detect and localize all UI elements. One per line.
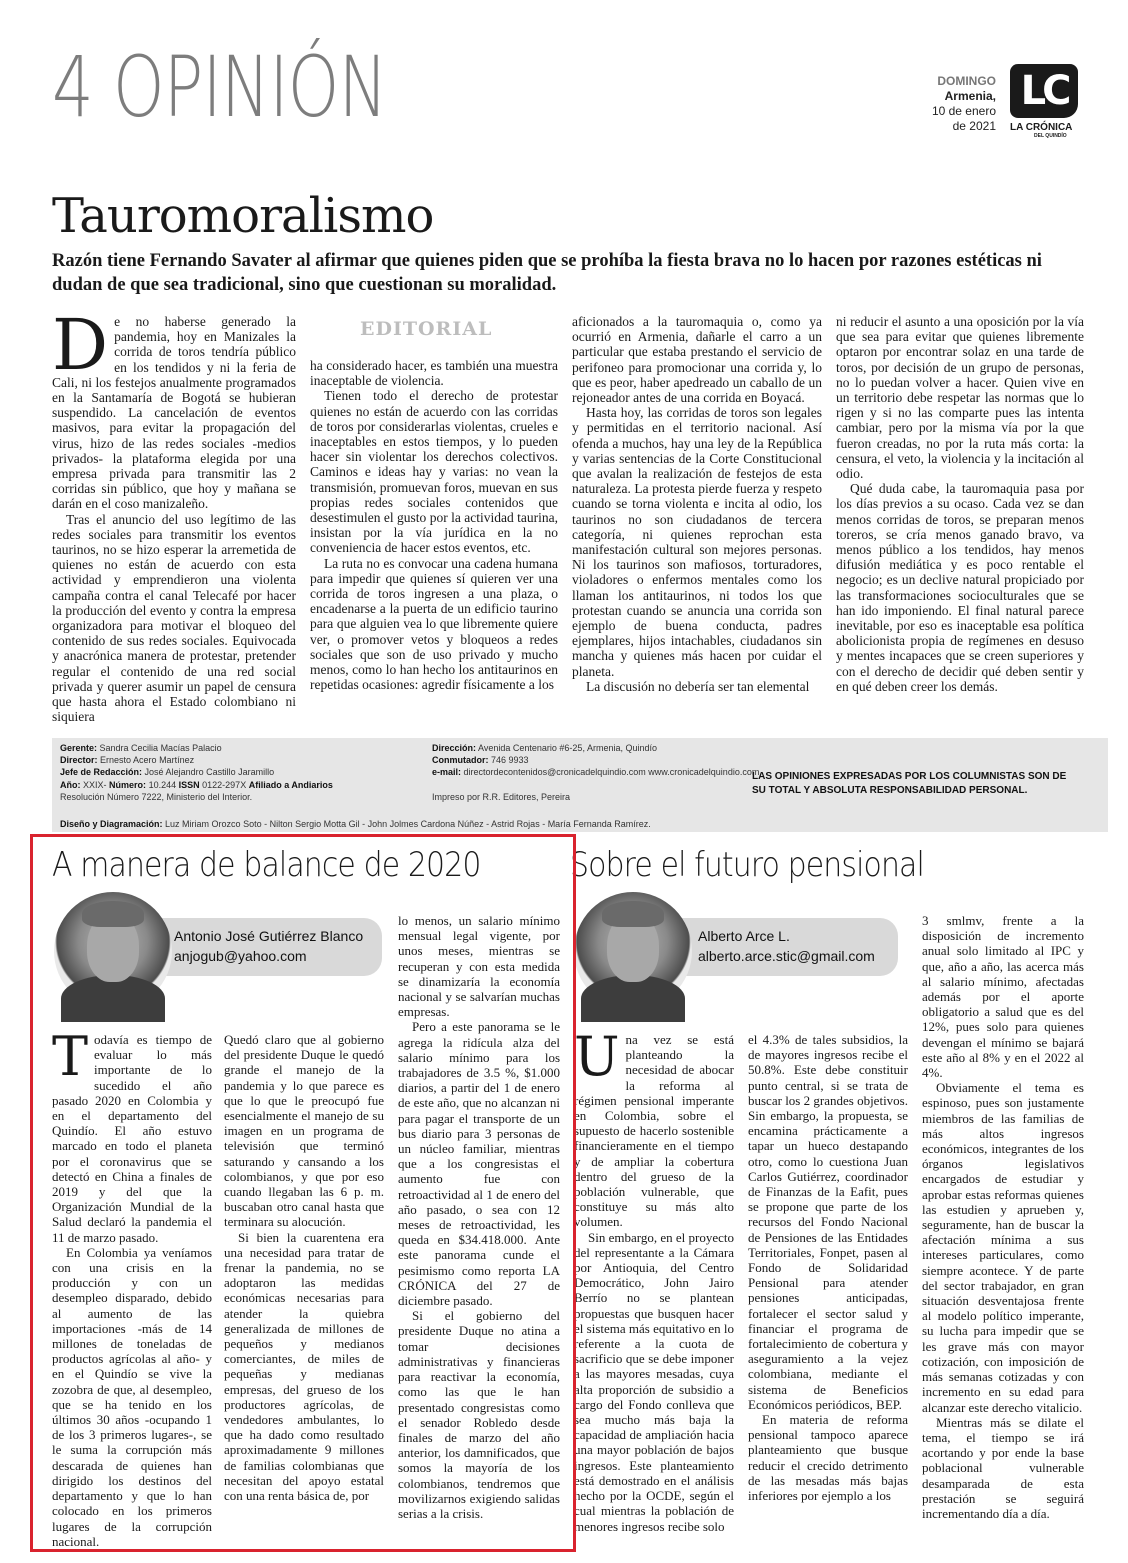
logo-mark: LC	[1010, 64, 1078, 118]
dateline-date: 10 de enero	[931, 104, 996, 118]
logo-subtitle: DEL QUINDÍO	[1034, 133, 1067, 139]
value-issn: 0122-297X	[202, 779, 247, 790]
value-gerente: Sandra Cecilia Macías Palacio	[99, 743, 222, 753]
editorial-column-2	[310, 358, 558, 732]
label-diseno: Diseño y Diagramación:	[60, 819, 163, 829]
paragraph: odavía es tiempo de evaluar lo más importante de lo sucedido el año pasado 2020 en Colombia y en el departamento del Quindío. El año estuvo marcado en todo el planeta por el coronavirus que se detectó en China a finales de 2019 y del que la Organización Mundial de la Salud declaró la pandemia el 11 de marzo pasado.	[52, 1032, 212, 1245]
column-left-dropcap: T	[52, 1025, 89, 1088]
column-right-author-photo	[574, 892, 692, 1010]
paragraph: Hasta hoy, las corridas de toros son legales y permitidas en el territorio nacional. Así ofenda a muchos, hay una ley de la República y varias sentencias de la Corte Constitucional que avalan la realización de festejos de esta naturaleza. La protesta pierde fuerza y respeto cuando se torna violenta e incita al odio, los taurinos no son ciudadanos de tercera categoría, ni quienes reprochan esta manifestación cultural son mejores personas. Ni los taurinos son mafiosos, torturadores, violadores o enfermos mentales como los llaman los antitaurinos, ni todos los que protestan cuando se anuncia una corrida son ejemplo de buena conducta, padres ejemplares, hijos intachables, ciudadanos sin mancha y quienes más hacen por cuidar el planeta.	[572, 405, 822, 679]
editorial-lead: Razón tiene Fernando Savater al afirmar que quienes piden que se prohíba la fiesta brava no lo hacen por razones estéticas ni dudan de que sea tradicional, sino que cuestionan su moralidad.	[52, 251, 1042, 295]
value-numero: 10.244	[148, 779, 177, 790]
dateline-day: DOMINGO	[937, 74, 996, 88]
label-gerente: Gerente:	[60, 743, 98, 753]
column-left-author: Antonio José Gutiérrez Blanco	[174, 928, 364, 944]
editorial-dropcap: D	[52, 304, 109, 386]
paragraph: Pero a este panorama se le agrega la ridícula alza del salario mínimo para los trabajadores de 3.5 %, $1.000 diarios, a partir del 1 de enero de este año, que no alcanzan ni para pagar el transporte de un bus diario para 3 personas de un núcleo familiar, mientras que a los congresistas el aumento fue con retroactividad al 1 de enero del año pasado, o sea con 12 meses de retroactividad, les queda en $34.418.000. Ante este panorama cunde el pesimismo como reporta LA CRÓNICA del 27 de diciembre pasado.	[398, 1019, 560, 1309]
label-director: Director:	[60, 755, 98, 766]
paragraph: e no haberse generado la pandemia, hoy en Manizales la corrida de toros tendría público en los tendidos y ni la feria de Cali, ni los festejos anualmente programados en la Santamaría de Bogotá se hubieran suspendido. La cancelación de eventos masivos, para evitar la propagación del virus, hizo de las redes sociales -medios privados- la plataforma elegida por una empresa privada para transmitir las 2 corridas sin público, que hoy y mañana se darán en el coso manizaleño.	[52, 314, 296, 512]
value-email[interactable]: directordecontenidos@cronicadelquindio.com www.cronicadelquindio.com	[463, 767, 760, 778]
label-email: e-mail:	[432, 767, 462, 778]
label-jefe: Jefe de Redacción:	[60, 767, 143, 778]
paragraph: Qué duda cabe, la tauromaquia pasa por los días previos a su ocaso. Cada vez se dan menos corridas de toros, se preparan menos toreros, se cría menos ganado bravo, va menos público a los tendidos, hay menos difusión mediática y es poco rentable el negocio; es un declive natural propiciado por las transformaciones socioculturales que se han ido imponiendo. El final natural parece inevitable, por eso es inaceptable esa política abolicionista propia de regímenes en desuso y mentes incapaces que se creen superiores y con el derecho de decidir qué deben sentir y en qué deben creer los demás.	[836, 481, 1084, 694]
value-director: Ernesto Acero Martínez	[100, 755, 195, 766]
paragraph: Si el gobierno del presidente Duque no atina a tomar decisiones administrativas y financieras para reactivar la economía, como las que le han presentado congresistas como el senador Robledo desde finales de marzo del año anterior, los damnificados, que somos la mayoría de los colombianos, tendremos que movilizarnos exigiendo salidas serias a la crisis.	[398, 1308, 560, 1521]
editorial-title: Tauromoralismo	[52, 188, 434, 244]
column-right-author: Alberto Arce L.	[698, 928, 790, 944]
paragraph: ni reducir el asunto a una oposición por la vía que sea para evitar que quienes libremente optaron por encontrar solaz en una tarde de toros, por decisión de un grupo de personas, no lo puedan volver a hacer. Quien vive en un territorio debe respetar las normas que lo rigen y si no las comparte pues las intenta cambiar, pero por la misma vía por la que fueron creadas, no por la ruta más corta: la censura, el veto, la violencia y la incitación al odio.	[836, 314, 1084, 482]
paragraph: La discusión no debería ser tan elemental	[586, 678, 810, 694]
paragraph: Mientras más se dilate el tema, el tiempo se irá acortando y por ende la base poblacional vulnerable desamparada de esta prestación se seguirá incrementando día a día.	[922, 1414, 1084, 1521]
masthead-credits	[52, 738, 1108, 832]
column-left-title: A manera de balance de 2020	[52, 845, 481, 885]
dateline	[900, 74, 996, 134]
label-numero: Número:	[109, 779, 147, 790]
value-impreso: Impreso por R.R. Editores, Pereira	[432, 791, 571, 802]
value-jefe: José Alejandro Castillo Jaramillo	[144, 767, 275, 778]
credits-staff	[60, 742, 420, 803]
paragraph: ha considerado hacer, es también una muestra inaceptable de violencia.	[310, 358, 558, 389]
value-resolucion: Resolución Número 7222, Ministerio del Interior.	[60, 791, 253, 802]
newspaper-logo	[1010, 64, 1088, 139]
columnists-disclaimer: LAS OPINIONES EXPRESADAS POR LOS COLUMNISTAS SON DE SU TOTAL Y ABSOLUTA RESPONSABILIDAD PERSONAL.	[752, 771, 1067, 796]
value-direccion: Avenida Centenario #6-25, Armenia, Quindío	[478, 743, 657, 753]
column-right-col-1	[574, 1025, 734, 1552]
column-right-col-2	[748, 1032, 908, 1552]
paragraph: el 4.3% de tales subsidios, la de mayores ingresos recibe el 50.8%. Este debe constituir punto central, si se trata de buscar los 2 grandes objetivos. Sin embargo, la propuesta, se encamina prácticamente a tapar un hueco destapando otro, como lo cuestiona Juan Carlos Gutiérrez, coordinador de Finanzas de la Eafit, pues se propone que parte de los recursos del Fondo Nacional de Pensiones de las Entidades Territoriales, Fonpet, pasen al Fondo de Solidaridad Pensional para atender pensiones anticipadas, fortalecer el sector salud y financiar el programa de fortalecimiento de cobertura y aseguramiento a la vejez colombiana, mediante el sistema de Beneficios Económicos periódicos, BEP.	[748, 1032, 908, 1412]
highlight-frame	[30, 834, 576, 1552]
paragraph: na vez se está planteando la necesidad de abocar la reforma al régimen pensional imperante en Colombia, sobre el supuesto de hacerlo sostenible financieramente en el tiempo y de ampliar la cobertura dentro del grueso de la población vulnerable, que constituye su más alto volumen.	[574, 1032, 734, 1230]
editorial-column-3	[572, 314, 822, 732]
paragraph: Tienen todo el derecho de protestar quienes no están de acuerdo con las corridas de toros por considerarlas violentas, crueles e inaceptables en estos tiempos, y lo pueden hacer sin violentar los derechos colectivos. Caminos e ideas hay y varias: no vean la transmisión, promuevan foros, muevan en sus propias redes sociales contenidos que desestimulen el gusto por la actividad taurina, insistan por la vía jurídica en la no conveniencia de hacer estos eventos, etc.	[310, 388, 558, 556]
dateline-year: de 2021	[952, 119, 996, 133]
label-direccion: Dirección:	[432, 743, 477, 753]
credits-design	[60, 818, 651, 830]
editorial-column-4	[836, 314, 1084, 732]
column-right-col-3	[922, 913, 1084, 1553]
column-right-title: Sobre el futuro pensional	[570, 845, 924, 885]
logo-name: LA CRÓNICA	[1010, 122, 1073, 133]
editorial-column-1	[52, 304, 296, 732]
label-ano: Año:	[60, 779, 81, 790]
paragraph: Si bien la cuarentena era una necesidad para tratar de frenar la pandemia, no se adoptaron las medidas económicas necesarias para atender la quiebra generalizada de millones de pequeños y medianos comerciantes, de miles de pequeñas y medianas empresas, del grueso de los productores agrícolas, de vendedores ambulantes, lo que ha dado como resultado aproximadamente 9 millones de familias colombianas que necesitan del apoyo estatal con una renta básica de, por	[224, 1229, 384, 1504]
label-afiliado: Afiliado a Andiarios	[248, 779, 333, 790]
paragraph: Sin embargo, en el proyecto del representante a la Cámara por Antioquia, del Centro Democrático, John Jairo Berrío no se plantean propuestas que busquen hacer el sistema más equitativo en lo referente a la cuota de sacrificio que se debe imponer a las mayores mesadas, cuya alta proporción de subsidio a cargo del Fondo conlleva que sea mucho más baja la capacidad de ampliación hacia una mayor población de bajos ingresos. Este planteamiento está demostrado en el análisis hecho por la OCDE, según el cual mientras la población de menores ingresos recibe solo	[574, 1229, 734, 1534]
paragraph: Quedó claro que al gobierno del presidente Duque le quedó grande el manejo de la pandemia y lo que parece es que lo que le preocupó fue esencialmente el manejo de su imagen en un programa de televisión que terminó saturando y cansando a los colombianos, y que por eso cuando llegaban las 6 p. m. buscaban otro canal hasta que terminara su alocución.	[224, 1032, 384, 1230]
paragraph: 3 smlmv, frente a la disposición de incremento anual solo limitado al IPC y que, año a año, las acerca más al salario mínimo, afectadas además por el aporte obligatorio a salud que es del 12%, pues solo para quienes devengan el mínimo se bajará este año al 8% y en el 2022 al 4%.	[922, 913, 1084, 1081]
dateline-city: Armenia,	[944, 89, 996, 103]
label-issn: ISSN	[178, 779, 200, 790]
column-right-email[interactable]: alberto.arce.stic@gmail.com	[698, 948, 875, 964]
paragraph: aficionados a la tauromaquia o, como ya ocurrió en Armenia, dañarle el carro a un particular que estaba prestando el servicio de perifoneo para promocionar una corrida y, lo que es peor, haber apedreado un caballo de un rejoneador antes de una corrida en Boyacá.	[572, 314, 822, 406]
value-conmutador: 746 9933	[491, 755, 529, 766]
label-conmutador: Conmutador:	[432, 755, 489, 766]
paragraph: En Colombia ya veníamos con una crisis en la producción y con un desempleo disparado, debido al aumento de las importaciones -más de 14 millones de toneladas de productos agrícolas al año- y en el Quindío se vive la zozobra de que, al desempleo, que se ha tenido en los últimos 30 años -ocupando 1 de los 3 primeros lugares-, se le suma la corrupción más descarada de quienes han dirigido los destinos del departamento y que lo han colocado en los primeros lugares de la corrupción nacional.	[52, 1244, 212, 1549]
editorial-label: EDITORIAL	[360, 318, 493, 340]
column-left-email[interactable]: anjogub@yahoo.com	[174, 948, 307, 964]
column-right-dropcap: U	[574, 1025, 620, 1088]
value-diseno: Luz Miriam Orozco Soto - Nilton Sergio Motta Gil - John Jolmes Cardona Núñez - Astrid Rojas - María Fernanda Ramírez.	[165, 819, 651, 829]
paragraph: Tras el anuncio del uso legítimo de las redes sociales para transmitir los eventos taurinos, no se hizo esperar la arremetida de quienes no están de acuerdo con esta actividad y emprendieron una violenta campaña contra el canal Telecafé por hacer la producción del evento y contra la empresa organizadora para motivar el bloqueo del contenido de sus redes sociales. Equivocada y anacrónica manera de protestar, pretender regular el contenido de una red social privada y querer asumir un papel de censura que hasta ahora el Estado colombiano ni siquiera	[52, 511, 296, 725]
paragraph: La ruta no es convocar una cadena humana para impedir que quienes sí quieren ver una corrida de toros ingresen a una plaza, o encadenarse a la puerta de un edificio taurino para que alguien vea lo que libremente quiere ver, o promover vetos y bloqueos a redes sociales que son de uso privado y mucho menos, como lo han hecho los antitaurinos en repetidas ocasiones: agredir físicamente a los	[310, 555, 558, 693]
section-title: 4 OPINIÓN	[52, 38, 387, 136]
paragraph: lo menos, un salario mínimo mensual legal vigente, por unos meses, mientras se recuperan y con esta medida se dinamizaría la economía nacional y se salvarían muchas empresas.	[398, 913, 560, 1020]
paragraph: Obviamente el tema es espinoso, pues son justamente miembros de las familias de más altos ingresos económicos, integrantes de los órganos legislativos encargados de estudiar y aprobar estas reformas quienes las estudien y aprueben y, seguramente, han de buscar la afectación mínima a sus intereses particulares, como siempre acontece. Y de parte del sector trabajador, en gran situación desventajosa frente al modelo político imperante, su lucha para impedir que se les grave más con mayor cotización, con imposición de más semanas cotizadas y con incremento en su edad para alcanzar este derecho vitalicio.	[922, 1080, 1084, 1415]
paragraph: En materia de reforma pensional tampoco aparece planteamiento que busque reducir el crecido detrimento de las mesadas más bajas inferiores por ejemplo a los	[748, 1412, 908, 1504]
value-ano: XXIX-	[83, 779, 107, 790]
